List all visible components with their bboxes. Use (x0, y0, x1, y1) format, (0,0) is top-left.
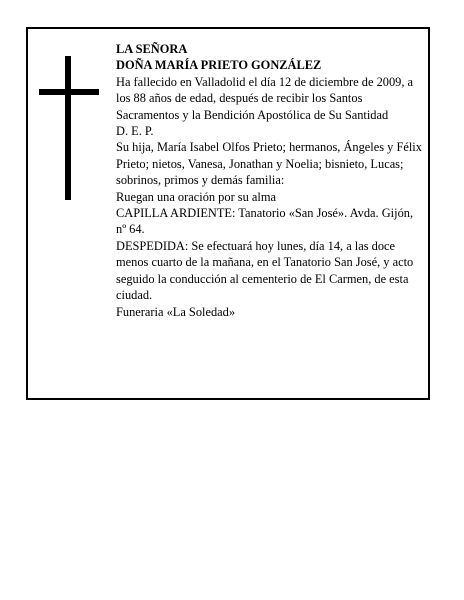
notice-body (116, 41, 424, 320)
prayer-request: Ruegan una oración por su alma (116, 189, 276, 204)
cross-horizontal-bar (39, 89, 99, 95)
obituary-notice (26, 27, 430, 400)
rip-abbreviation: D. E. P. (116, 124, 154, 139)
cross-vertical-bar (65, 56, 71, 200)
notice-title: LA SEÑORA (116, 42, 188, 56)
death-announcement: Ha fallecido en Valladolid el día 12 de diciembre de 2009, a los 88 años de edad, después de recibir los Santos Sacramentos y la Bendición Apostólica de Su Santidad (116, 74, 414, 122)
wake-location: CAPILLA ARDIENTE: Tanatorio «San José». Avda. Gijón, nº 64. (116, 206, 414, 237)
deceased-name: DOÑA MARÍA PRIETO GONZÁLEZ (116, 58, 322, 73)
funeral-home: Funeraria «La Soledad» (116, 304, 236, 319)
cross-icon (39, 56, 99, 200)
family-list: Su hija, María Isabel Olfos Prieto; hermanos, Ángeles y Félix Prieto; nietos, Vanesa, Jonathan y Noelia; bisnieto, Lucas; sobrinos, primos y demás familia: (116, 140, 422, 188)
funeral-details: DESPEDIDA: Se efectuará hoy lunes, día 14, a las doce menos cuarto de la mañana, en el Tanatorio San José, y acto seguido la conducción al cementerio de El Carmen, de esta ciudad. (116, 238, 414, 303)
